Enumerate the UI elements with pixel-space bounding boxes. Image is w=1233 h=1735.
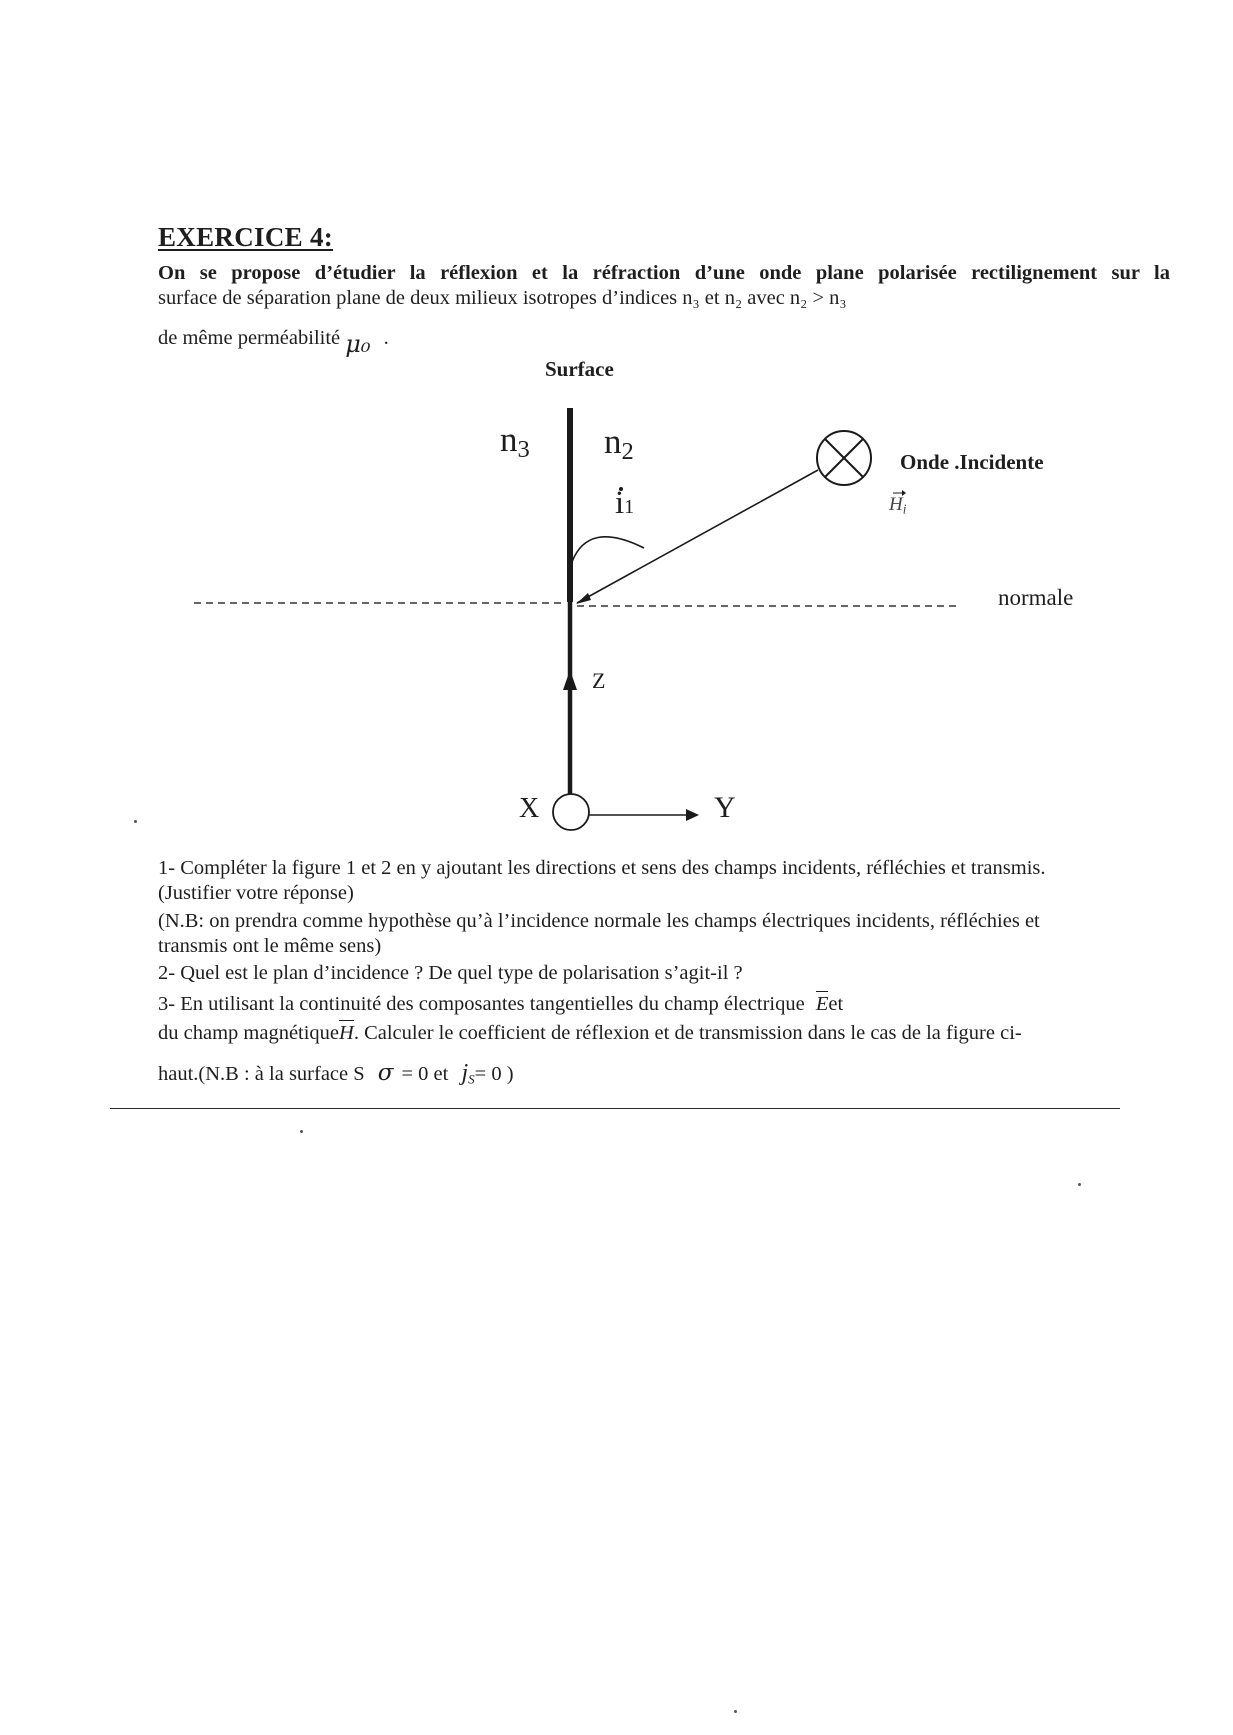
y-axis-label: Y	[714, 791, 736, 824]
sigma-symbol: σ	[377, 1060, 394, 1086]
intro-period: .	[383, 327, 389, 349]
question-1-line-4: transmis ont le même sens)	[158, 935, 382, 957]
question-3-line-3: haut.(N.B : à la surface S σ = 0 et $j_S= 0$ )	[158, 1060, 514, 1087]
question-3-line-1: 3- En utilisant la continuité des composantes tangentielles du champ électrique Eet	[158, 993, 844, 1015]
incident-ray	[577, 470, 818, 603]
question-3-line-2: du champ magnétiqueH. Calculer le coefficient de réflexion et de transmission dans le cas de la figure ci-	[158, 1022, 1022, 1044]
question-1-line-2: (Justifier votre réponse)	[158, 882, 354, 904]
js-symbol: $j_S$	[461, 1060, 475, 1087]
index-n3-label: $n_3$	[500, 420, 530, 464]
angle-i1-label: i1	[615, 485, 635, 521]
separator-rule	[110, 1108, 1120, 1109]
intro-line-1: On se propose d’étudier la réflexion et la réfraction d’une onde plane polarisée rectilignement sur la	[158, 262, 1170, 284]
e-field-vector: E	[815, 993, 829, 1015]
scan-speck	[734, 1710, 737, 1713]
exercise-title: EXERCICE 4:	[158, 222, 334, 252]
incident-wave-label: Onde .Incidente	[900, 450, 1044, 474]
normal-label: normale	[998, 585, 1074, 610]
z-axis-arrowhead	[563, 670, 577, 690]
question-2: 2- Quel est le plan d’incidence ? De quel type de polarisation s’agit-il ?	[158, 962, 743, 984]
intro-line-2: surface de séparation plane de deux milieux isotropes d’indices n₃ et n₂ avec n₂ > n₃	[158, 287, 847, 309]
intro-line-3-text: de même perméabilité	[158, 327, 341, 349]
h-field-label: $H_i$	[889, 494, 907, 517]
x-axis-label: X	[519, 793, 540, 824]
z-axis-label: Z	[592, 668, 606, 693]
scan-speck	[134, 820, 137, 823]
index-n2-label: $n_2$	[604, 422, 634, 466]
scan-speck	[300, 1130, 303, 1133]
h-field-into-page-icon	[817, 431, 871, 485]
question-1-line-1: 1- Compléter la figure 1 et 2 en y ajoutant les directions et sens des champs incidents, réfléchies et transmis.	[158, 857, 1046, 879]
x-axis-origin-icon	[553, 794, 589, 830]
surface-label: Surface	[545, 357, 614, 381]
question-1-line-3: (N.B: on prendra comme hypothèse qu’à l’incidence normale les champs électriques incidents, réfléchies et	[158, 910, 1040, 932]
h-field-vector: H	[339, 1022, 354, 1044]
y-axis-arrowhead	[686, 809, 699, 821]
incident-ray-arrowhead	[576, 593, 591, 604]
mu-zero-symbol: μ₀	[345, 330, 371, 358]
angle-arc	[572, 537, 644, 562]
scan-speck	[1078, 1183, 1081, 1186]
